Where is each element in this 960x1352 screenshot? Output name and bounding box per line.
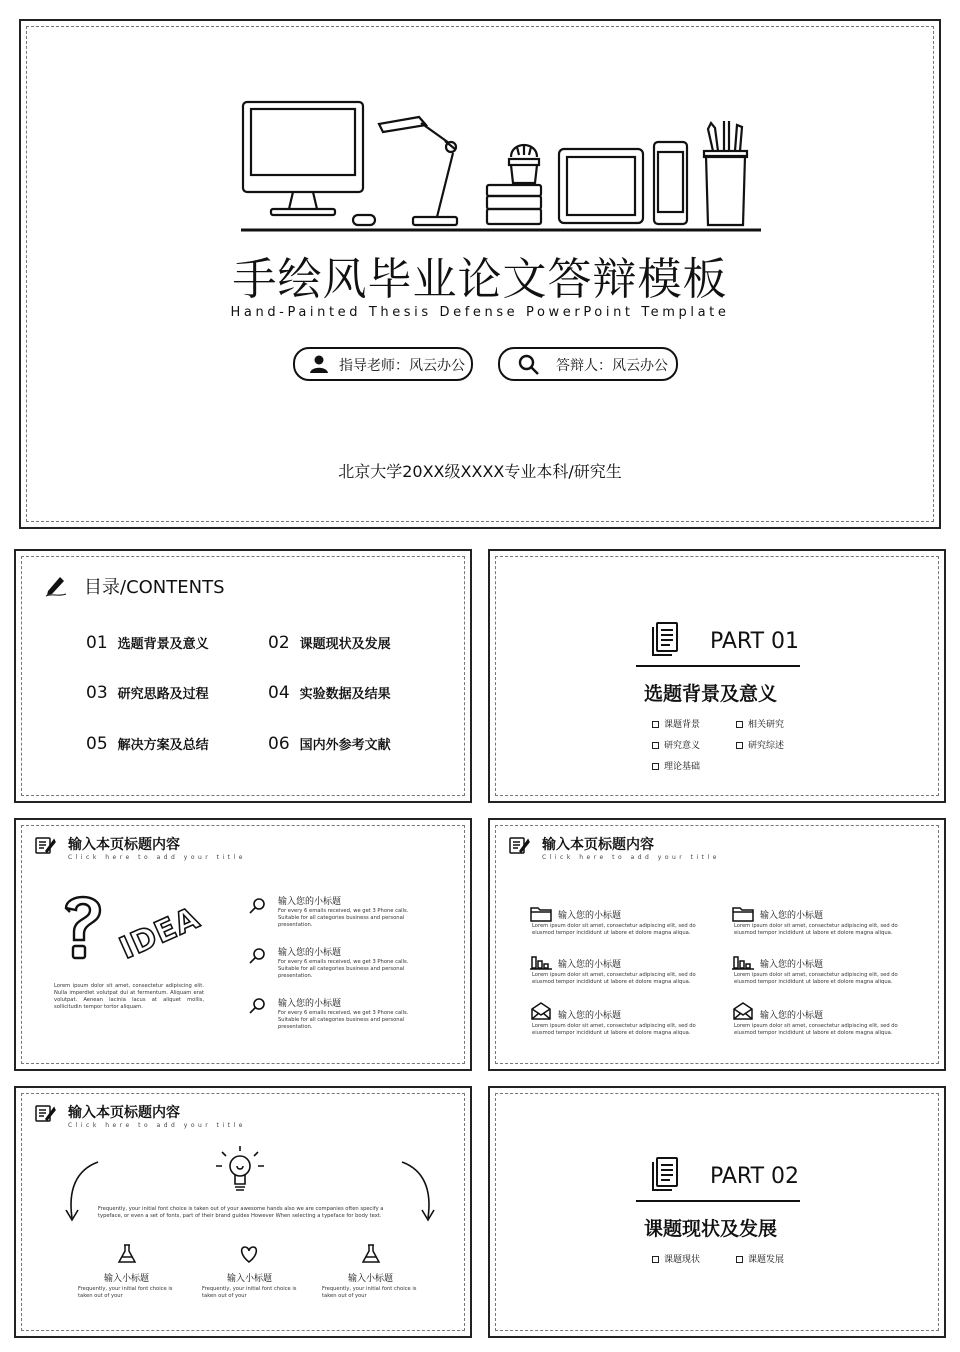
flask-icon (116, 1243, 138, 1265)
question-mark-icon (60, 892, 106, 962)
magnifier-icon (248, 996, 268, 1016)
monitor-icon (243, 102, 375, 225)
defender-pill (498, 347, 678, 381)
grid-item-title: 输入您的小标题 (558, 960, 622, 970)
advisor-pill (293, 347, 473, 381)
part-item-label: 研究综述 (748, 741, 785, 751)
desk-illustration (221, 99, 761, 239)
part-item (736, 717, 784, 730)
toc-num: 05 (86, 734, 108, 754)
part1-slide (488, 549, 946, 803)
toc-label: 解决方案及总结 (117, 738, 209, 753)
bar-chart-icon (732, 954, 754, 970)
toc-num: 01 (86, 633, 108, 653)
arrow-left-icon (62, 1160, 102, 1224)
slide-header-title: 输入本页标题内容 (542, 837, 654, 853)
grid-item-desc: Lorem ipsum dolor sit amet, consectetur adipiscing elit, sed do eiusmod tempor incididunt ut labore et dolore magna aliqua. (734, 1023, 898, 1036)
part-title: 选题背景及意义 (644, 683, 778, 705)
part-item (736, 738, 784, 751)
grid-item-title: 输入您的小标题 (760, 911, 824, 921)
arrow-right-icon (398, 1160, 438, 1224)
bulb-item-desc: Frequently, your initial font choice is taken out of your (78, 1286, 173, 1299)
part-item-label: 课题背景 (664, 720, 701, 730)
checkbox-icon (652, 721, 659, 728)
slide-border (495, 556, 939, 796)
document-icon (650, 621, 680, 657)
grid-item-title: 输入您的小标题 (760, 960, 824, 970)
bulb-item-title: 输入小标题 (227, 1274, 273, 1284)
part-number: PART 01 (710, 629, 800, 654)
toc-item[interactable] (268, 633, 391, 653)
notepad-icon (34, 835, 56, 855)
checkbox-icon (652, 1256, 659, 1263)
tablet-icon (559, 149, 643, 223)
grid-item-desc: Lorem ipsum dolor sit amet, consectetur adipiscing elit, sed do eiusmod tempor incididunt ut labore et dolore magna aliqua. (532, 972, 696, 985)
grid-item-desc: Lorem ipsum dolor sit amet, consectetur adipiscing elit, sed do eiusmod tempor incididunt ut labore et dolore magna aliqua. (734, 972, 898, 985)
part2-slide (488, 1086, 946, 1338)
slide-header-title: 输入本页标题内容 (68, 837, 180, 853)
toc-title: 目录/CONTENTS (84, 577, 225, 598)
school-line: 北京大学20XX级XXXX专业本科/研究生 (338, 462, 622, 481)
part-item-label: 课题现状 (664, 1255, 701, 1265)
document-icon (650, 1156, 680, 1192)
part-item-label: 课题发展 (748, 1255, 785, 1265)
folder-icon (732, 906, 754, 922)
heart-icon (238, 1243, 260, 1265)
part-item-label: 理论基础 (664, 762, 701, 772)
grid-item-desc: Lorem ipsum dolor sit amet, consectetur adipiscing elit, sed do eiusmod tempor incididunt ut labore et dolore magna aliqua. (734, 923, 898, 936)
idea-item-title: 输入您的小标题 (278, 897, 342, 907)
bulb-item-title: 输入小标题 (348, 1274, 394, 1284)
idea-item-desc: For every 6 emails received, we get 3 Phone calls. Suitable for all categories business and personal presentation. (278, 908, 409, 928)
lightbulb-icon (212, 1144, 268, 1200)
folder-icon (530, 906, 552, 922)
grid-item-title: 输入您的小标题 (558, 1011, 622, 1021)
search-icon (518, 354, 540, 376)
checkbox-icon (652, 742, 659, 749)
grid-item-title: 输入您的小标题 (760, 1011, 824, 1021)
phone-icon (654, 142, 687, 224)
cover-title: 手绘风毕业论文答辩模板 (232, 254, 728, 305)
slide-header-en: Click here to add your title (542, 854, 720, 861)
toc-item[interactable] (268, 683, 391, 703)
checkbox-icon (652, 763, 659, 770)
part-number: PART 02 (710, 1164, 800, 1189)
toc-label: 选题背景及意义 (117, 637, 209, 652)
toc-slide (14, 549, 472, 803)
checkbox-icon (736, 1256, 743, 1263)
idea-item-desc: For every 6 emails received, we get 3 Phone calls. Suitable for all categories business and personal presentation. (278, 1010, 409, 1030)
part-item (652, 738, 700, 751)
toc-num: 02 (268, 633, 290, 653)
slide-header-title: 输入本页标题内容 (68, 1105, 180, 1121)
grid-slide (488, 818, 946, 1071)
desk-lamp-icon (379, 117, 457, 225)
toc-item[interactable] (86, 734, 209, 754)
part-item (736, 1252, 784, 1265)
flask-icon (360, 1243, 382, 1265)
idea-item-title: 输入您的小标题 (278, 948, 342, 958)
mail-icon (530, 1002, 552, 1020)
part-item (652, 717, 700, 730)
toc-label: 国内外参考文献 (299, 738, 391, 753)
bar-chart-icon (530, 954, 552, 970)
toc-label: 课题现状及发展 (299, 637, 391, 652)
toc-item[interactable] (86, 633, 209, 653)
user-icon (309, 354, 329, 374)
bulb-item-desc: Frequently, your initial font choice is taken out of your (322, 1286, 417, 1299)
idea-item-desc: For every 6 emails received, we get 3 Phone calls. Suitable for all categories business and personal presentation. (278, 959, 409, 979)
idea-paragraph: Lorem ipsum dolor sit amet, consectetur adipiscing elit. Nulla imperdiet volutpat dui at fermentum. Aliquam erat volutpat. Aenean lacinia lacus at aliquet mollis, sollicitudin tempor tortor aliquam. (54, 983, 204, 1010)
checkbox-icon (736, 721, 743, 728)
part-title: 课题现状及发展 (644, 1218, 778, 1240)
toc-num: 06 (268, 734, 290, 754)
part-underline (636, 1200, 800, 1202)
grid-item-desc: Lorem ipsum dolor sit amet, consectetur adipiscing elit, sed do eiusmod tempor incididunt ut labore et dolore magna aliqua. (532, 923, 696, 936)
bulb-item-desc: Frequently, your initial font choice is taken out of your (202, 1286, 297, 1299)
notepad-icon (508, 835, 530, 855)
cover-slide (19, 19, 941, 529)
part-item-label: 研究意义 (664, 741, 701, 751)
pencil-icon (44, 573, 70, 597)
idea-word: IDEA (114, 900, 206, 967)
toc-item[interactable] (268, 734, 391, 754)
toc-num: 03 (86, 683, 108, 703)
bulb-slide (14, 1086, 472, 1338)
part-underline (636, 665, 800, 667)
slide-header-en: Click here to add your title (68, 854, 246, 861)
magnifier-icon (248, 946, 268, 966)
part-item (652, 759, 700, 772)
bulb-item-title: 输入小标题 (104, 1274, 150, 1284)
magnifier-icon (248, 896, 268, 916)
toc-label: 实验数据及结果 (299, 687, 391, 702)
toc-num: 04 (268, 683, 290, 703)
toc-label: 研究思路及过程 (117, 687, 209, 702)
toc-item[interactable] (86, 683, 209, 703)
checkbox-icon (736, 742, 743, 749)
idea-item-title: 输入您的小标题 (278, 999, 342, 1009)
cover-subtitle: Hand-Painted Thesis Defense PowerPoint Template (230, 305, 730, 320)
bulb-paragraph: Frequently, your initial font choice is taken out of your awesome hands also we are companies often specify a typeface, or even a set of fonts, part of their brand guides However When selecting a typeface for body text. (98, 1206, 384, 1219)
part-item (652, 1252, 700, 1265)
part-item-label: 相关研究 (748, 720, 785, 730)
slide-header-en: Click here to add your title (68, 1122, 246, 1129)
advisor-label: 指导老师：风云办公 (339, 358, 465, 374)
notepad-icon (34, 1103, 56, 1123)
grid-item-title: 输入您的小标题 (558, 911, 622, 921)
pencil-cup-icon (704, 121, 747, 225)
mail-icon (732, 1002, 754, 1020)
idea-slide (14, 818, 472, 1071)
slide-border (495, 1093, 939, 1331)
grid-item-desc: Lorem ipsum dolor sit amet, consectetur adipiscing elit, sed do eiusmod tempor incididunt ut labore et dolore magna aliqua. (532, 1023, 696, 1036)
cactus-books-icon (487, 144, 541, 224)
defender-label: 答辩人：风云办公 (556, 358, 668, 374)
